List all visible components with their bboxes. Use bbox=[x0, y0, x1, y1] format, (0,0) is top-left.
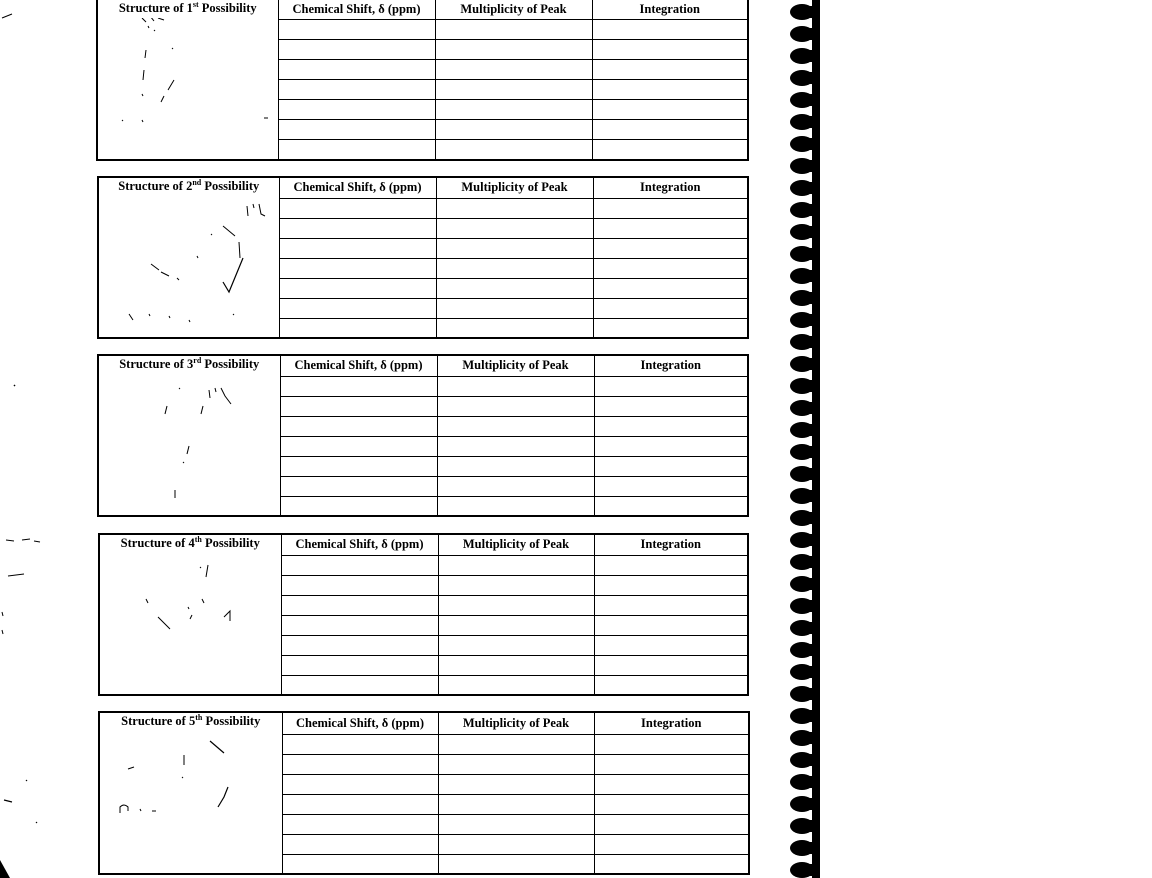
table-cell[interactable] bbox=[282, 754, 438, 774]
table-cell[interactable] bbox=[278, 59, 435, 79]
table-cell[interactable] bbox=[594, 635, 747, 655]
table-cell[interactable] bbox=[281, 555, 438, 575]
table-cell[interactable] bbox=[438, 555, 594, 575]
binding-ring-link bbox=[802, 314, 816, 326]
table-cell[interactable] bbox=[594, 555, 747, 575]
header-integration-3: Integration bbox=[594, 356, 747, 376]
table-cell[interactable] bbox=[592, 79, 747, 99]
table-cell[interactable] bbox=[594, 615, 747, 635]
table-cell[interactable] bbox=[438, 615, 594, 635]
table-cell[interactable] bbox=[278, 19, 435, 39]
table-cell[interactable] bbox=[279, 258, 436, 278]
binding-ring-link bbox=[802, 864, 816, 876]
binding-ring-link bbox=[802, 116, 816, 128]
table-cell[interactable] bbox=[282, 794, 438, 814]
header-integration-1: Integration bbox=[592, 0, 747, 19]
binding-ring-link bbox=[802, 534, 816, 546]
table-cell[interactable] bbox=[593, 278, 747, 298]
nmr-table-3 bbox=[99, 356, 747, 515]
table-cell[interactable] bbox=[435, 119, 592, 139]
structure-cell-1 bbox=[98, 0, 278, 159]
table-cell[interactable] bbox=[436, 278, 593, 298]
table-cell[interactable] bbox=[593, 238, 747, 258]
table-cell[interactable] bbox=[592, 59, 747, 79]
table-cell[interactable] bbox=[437, 456, 594, 476]
binding-ring-link bbox=[802, 28, 816, 40]
table-cell[interactable] bbox=[435, 79, 592, 99]
header-chemical-shift-5: Chemical Shift, δ (ppm) bbox=[282, 713, 438, 734]
table-cell[interactable] bbox=[593, 258, 747, 278]
table-cell[interactable] bbox=[438, 635, 594, 655]
table-cell[interactable] bbox=[438, 575, 594, 595]
table-cell[interactable] bbox=[280, 456, 437, 476]
table-cell[interactable] bbox=[435, 39, 592, 59]
table-cell[interactable] bbox=[438, 834, 594, 854]
table-cell[interactable] bbox=[594, 376, 747, 396]
binding-ring-link bbox=[802, 402, 816, 414]
spiral-binding bbox=[788, 0, 820, 878]
scan-edge-marks bbox=[0, 0, 90, 878]
table-cell[interactable] bbox=[592, 119, 747, 139]
header-integration-2: Integration bbox=[593, 178, 747, 198]
table-cell[interactable] bbox=[594, 655, 747, 675]
table-cell[interactable] bbox=[279, 238, 436, 258]
table-cell[interactable] bbox=[435, 99, 592, 119]
binding-ring-link bbox=[802, 490, 816, 502]
possibility-panel-3 bbox=[97, 354, 749, 517]
table-cell[interactable] bbox=[282, 814, 438, 834]
structure-cell-4 bbox=[100, 535, 281, 694]
binding-ring-link bbox=[802, 160, 816, 172]
binding-ring-link bbox=[802, 446, 816, 458]
header-integration-4: Integration bbox=[594, 535, 747, 555]
nmr-table-1 bbox=[98, 0, 747, 159]
header-multiplicity-4: Multiplicity of Peak bbox=[438, 535, 594, 555]
table-cell[interactable] bbox=[437, 496, 594, 515]
table-cell[interactable] bbox=[594, 734, 748, 754]
table-cell[interactable] bbox=[436, 298, 593, 318]
structure-cell-5 bbox=[100, 713, 282, 873]
table-cell[interactable] bbox=[437, 416, 594, 436]
structure-label-4: Structure of 4th Possibility bbox=[120, 535, 260, 550]
table-cell[interactable] bbox=[436, 198, 593, 218]
table-cell[interactable] bbox=[282, 854, 438, 873]
table-cell[interactable] bbox=[438, 734, 594, 754]
table-cell[interactable] bbox=[593, 318, 747, 337]
possibility-panel-4 bbox=[98, 533, 749, 696]
table-cell[interactable] bbox=[280, 376, 437, 396]
header-chemical-shift-3: Chemical Shift, δ (ppm) bbox=[280, 356, 437, 376]
table-cell[interactable] bbox=[594, 675, 747, 694]
header-multiplicity-3: Multiplicity of Peak bbox=[437, 356, 594, 376]
header-chemical-shift-4: Chemical Shift, δ (ppm) bbox=[281, 535, 438, 555]
table-cell[interactable] bbox=[594, 456, 747, 476]
header-integration-5: Integration bbox=[594, 713, 748, 734]
table-cell[interactable] bbox=[278, 119, 435, 139]
binding-ring-link bbox=[802, 600, 816, 612]
table-cell[interactable] bbox=[279, 198, 436, 218]
table-cell[interactable] bbox=[594, 814, 748, 834]
table-cell[interactable] bbox=[278, 79, 435, 99]
table-cell[interactable] bbox=[592, 139, 747, 159]
structure-label-2: Structure of 2nd Possibility bbox=[118, 178, 260, 193]
table-cell[interactable] bbox=[281, 635, 438, 655]
table-cell[interactable] bbox=[594, 416, 747, 436]
table-cell[interactable] bbox=[438, 595, 594, 615]
table-cell[interactable] bbox=[280, 476, 437, 496]
binding-ring-link bbox=[802, 842, 816, 854]
table-cell[interactable] bbox=[280, 396, 437, 416]
table-cell[interactable] bbox=[438, 675, 594, 694]
binding-ring-link bbox=[802, 798, 816, 810]
structure-label-3: Structure of 3rd Possibility bbox=[119, 356, 260, 371]
binding-ring-link bbox=[802, 50, 816, 62]
table-cell[interactable] bbox=[281, 675, 438, 694]
table-cell[interactable] bbox=[594, 774, 748, 794]
structure-cell-3 bbox=[99, 356, 280, 515]
possibility-panel-1 bbox=[96, 0, 749, 161]
table-cell[interactable] bbox=[435, 19, 592, 39]
binding-ring-link bbox=[802, 424, 816, 436]
table-cell[interactable] bbox=[435, 59, 592, 79]
table-cell[interactable] bbox=[594, 436, 747, 456]
possibility-panel-5 bbox=[98, 711, 750, 875]
structure-sketch-1 bbox=[98, 18, 276, 158]
table-cell[interactable] bbox=[278, 139, 435, 159]
binding-ring-link bbox=[802, 512, 816, 524]
table-cell[interactable] bbox=[438, 814, 594, 834]
table-cell[interactable] bbox=[280, 416, 437, 436]
table-cell[interactable] bbox=[438, 655, 594, 675]
table-cell[interactable] bbox=[437, 436, 594, 456]
binding-ring-link bbox=[802, 336, 816, 348]
table-cell[interactable] bbox=[594, 754, 748, 774]
binding-ring-link bbox=[802, 688, 816, 700]
table-cell[interactable] bbox=[438, 754, 594, 774]
structure-sketch-4 bbox=[100, 553, 278, 693]
binding-ring-link bbox=[802, 820, 816, 832]
binding-ring-link bbox=[802, 226, 816, 238]
nmr-table-5 bbox=[100, 713, 748, 873]
table-cell[interactable] bbox=[438, 854, 594, 873]
binding-ring-link bbox=[802, 204, 816, 216]
table-cell[interactable] bbox=[594, 496, 747, 515]
binding-ring-link bbox=[802, 358, 816, 370]
binding-ring-link bbox=[802, 72, 816, 84]
table-cell[interactable] bbox=[281, 615, 438, 635]
table-cell[interactable] bbox=[594, 834, 748, 854]
table-cell[interactable] bbox=[279, 298, 436, 318]
binding-ring-link bbox=[802, 776, 816, 788]
table-cell[interactable] bbox=[594, 396, 747, 416]
table-cell[interactable] bbox=[593, 198, 747, 218]
structure-sketch-5 bbox=[100, 731, 278, 871]
binding-ring-link bbox=[802, 556, 816, 568]
table-cell[interactable] bbox=[282, 734, 438, 754]
header-multiplicity-2: Multiplicity of Peak bbox=[436, 178, 593, 198]
binding-ring-link bbox=[802, 182, 816, 194]
binding-ring-link bbox=[802, 248, 816, 260]
nmr-table-4 bbox=[100, 535, 747, 694]
table-cell[interactable] bbox=[594, 854, 748, 873]
binding-ring-link bbox=[802, 270, 816, 282]
structure-label-1: Structure of 1st Possibility bbox=[118, 0, 257, 15]
binding-ring-link bbox=[802, 754, 816, 766]
table-cell[interactable] bbox=[438, 794, 594, 814]
binding-ring-link bbox=[802, 622, 816, 634]
table-cell[interactable] bbox=[593, 218, 747, 238]
table-cell[interactable] bbox=[594, 794, 748, 814]
binding-ring-link bbox=[802, 468, 816, 480]
binding-ring-link bbox=[802, 138, 816, 150]
table-cell[interactable] bbox=[279, 278, 436, 298]
structure-sketch-2 bbox=[99, 196, 277, 336]
header-chemical-shift-1: Chemical Shift, δ (ppm) bbox=[278, 0, 435, 19]
table-cell[interactable] bbox=[281, 595, 438, 615]
table-cell[interactable] bbox=[280, 496, 437, 515]
structure-cell-2 bbox=[99, 178, 279, 337]
table-cell[interactable] bbox=[436, 258, 593, 278]
table-cell[interactable] bbox=[278, 39, 435, 59]
binding-ring-link bbox=[802, 6, 816, 18]
possibility-panel-2 bbox=[97, 176, 749, 339]
header-chemical-shift-2: Chemical Shift, δ (ppm) bbox=[279, 178, 436, 198]
table-cell[interactable] bbox=[281, 575, 438, 595]
table-cell[interactable] bbox=[594, 476, 747, 496]
table-cell[interactable] bbox=[592, 39, 747, 59]
table-cell[interactable] bbox=[435, 139, 592, 159]
structure-label-5: Structure of 5th Possibility bbox=[121, 713, 261, 728]
header-multiplicity-5: Multiplicity of Peak bbox=[438, 713, 594, 734]
binding-ring-link bbox=[802, 710, 816, 722]
binding-ring-link bbox=[802, 644, 816, 656]
table-cell[interactable] bbox=[592, 99, 747, 119]
table-cell[interactable] bbox=[436, 318, 593, 337]
binding-ring-link bbox=[802, 292, 816, 304]
binding-ring-link bbox=[802, 380, 816, 392]
binding-ring-link bbox=[802, 94, 816, 106]
table-cell[interactable] bbox=[436, 238, 593, 258]
nmr-table-2 bbox=[99, 178, 747, 337]
table-cell[interactable] bbox=[279, 218, 436, 238]
table-cell[interactable] bbox=[279, 318, 436, 337]
table-cell[interactable] bbox=[438, 774, 594, 794]
table-cell[interactable] bbox=[594, 575, 747, 595]
table-cell[interactable] bbox=[278, 99, 435, 119]
binding-ring-link bbox=[802, 578, 816, 590]
table-cell[interactable] bbox=[282, 834, 438, 854]
binding-ring-link bbox=[802, 732, 816, 744]
binding-ring-link bbox=[802, 666, 816, 678]
structure-sketch-3 bbox=[99, 374, 277, 514]
table-cell[interactable] bbox=[437, 396, 594, 416]
table-cell[interactable] bbox=[436, 218, 593, 238]
table-cell[interactable] bbox=[437, 476, 594, 496]
table-cell[interactable] bbox=[594, 595, 747, 615]
table-cell[interactable] bbox=[593, 298, 747, 318]
header-multiplicity-1: Multiplicity of Peak bbox=[435, 0, 592, 19]
table-cell[interactable] bbox=[437, 376, 594, 396]
table-cell[interactable] bbox=[592, 19, 747, 39]
table-cell[interactable] bbox=[280, 436, 437, 456]
table-cell[interactable] bbox=[281, 655, 438, 675]
table-cell[interactable] bbox=[282, 774, 438, 794]
